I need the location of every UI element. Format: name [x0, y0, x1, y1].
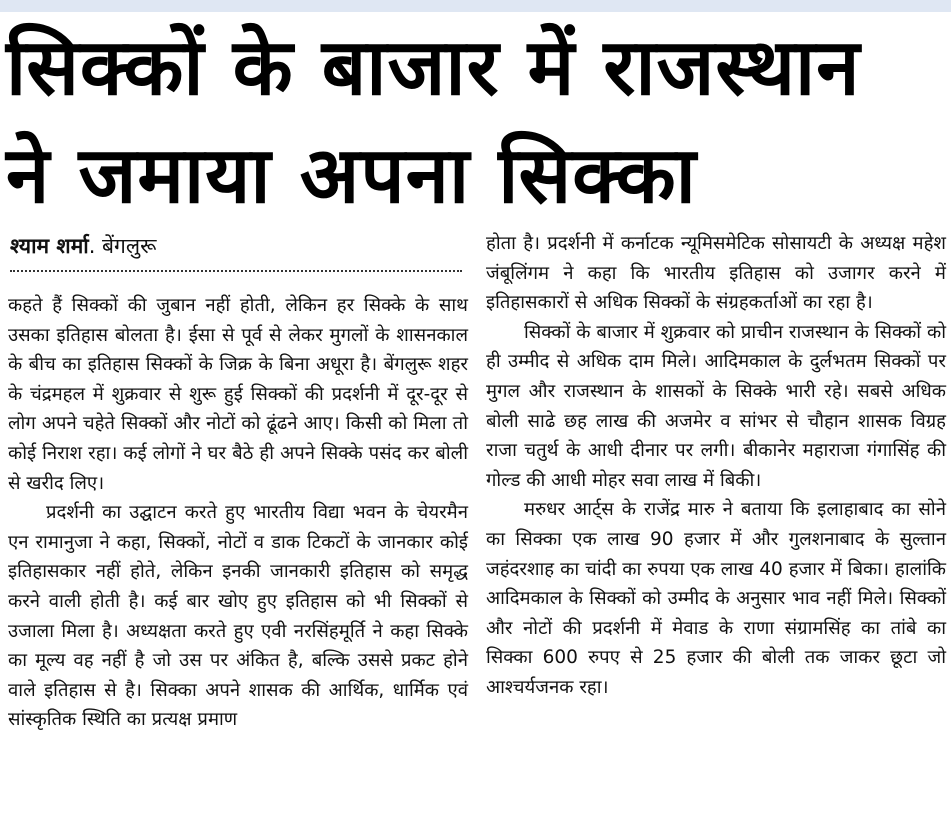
- byline-location: . बेंगलुरू: [88, 234, 157, 258]
- headline: [6, 14, 946, 230]
- byline-divider: [10, 270, 462, 272]
- paragraph: सिक्कों के बाजार में शुक्रवार को प्राचीन राजस्थान के सिक्कों को ही उम्मीद से अधिक दाम मिले। आदिमकाल के दुर्लभतम सिक्कों पर मुगल और राजस्थान के शासकों के सिक्के भारी रहे। सबसे अधिक बोली साढे छह लाख की अजमेर व सांभर से चौहान शासक विग्रह राजा चतुर्थ के आधी दीनार पर लगी। बीकानेर महाराजा गंगासिंह की गोल्ड की आधी मोहर सवा लाख में बिकी।: [486, 321, 946, 491]
- paragraph: प्रदर्शनी का उद्घाटन करते हुए भारतीय विद्या भवन के चेयरमैन एन रामानुजा ने कहा, सिक्कों, नोटों व डाक टिकटों के जानकार कोई इतिहासकार नहीं होते, लेकिन इनकी जानकारी इतिहास को समृद्ध करने वाली होती है। कई बार खोए हुए इतिहास को भी सिक्कों से उजाला मिला है। अध्यक्षता करते हुए एवी नरसिंहमूर्ति ने कहा सिक्के का मूल्य वह नहीं है जो उस पर अंकित है, बल्कि उससे प्रकट होने वाले इतिहास से है। सिक्का अपने शासक की आर्थिक, धार्मिक एवं सांस्कृतिक स्थिति का प्रत्यक्ष प्रमाण: [8, 502, 468, 731]
- paragraph: होता है। प्रदर्शनी में कर्नाटक न्यूमिसमेटिक सोसायटी के अध्यक्ष महेश जंबूलिंगम ने कहा कि भारतीय इतिहास को उजागर करने में इतिहासकारों से अधिक सिक्कों के संग्रहकर्ताओं का रहा है।: [486, 233, 946, 314]
- top-color-band: [0, 0, 951, 12]
- right-column: [486, 229, 946, 703]
- headline-line-1: सिक्कों के बाजार में राजस्थान: [6, 23, 861, 113]
- byline: [10, 232, 480, 260]
- paragraph: मरुधर आर्ट्स के राजेंद्र मारु ने बताया कि इलाहाबाद का सोने का सिक्का एक लाख 90 हजार में और गुलशनाबाद के सुल्तान जहंदरशाह का चांदी का रुपया एक लाख 40 हजार में बिका। हालांकि आदिमकाल के सिक्कों को उम्मीद के अनुसार भाव नहीं मिले। सिक्कों और नोटों की प्रदर्शनी में मेवाड के राणा संग्रामसिंह का तांबे का सिक्का 600 रुपए से 25 हजार की बोली तक जाकर छूटा जो आश्चर्यजनक रहा।: [486, 499, 946, 698]
- left-column: [8, 291, 468, 735]
- paragraph: कहते हैं सिक्कों की जुबान नहीं होती, लेकिन हर सिक्के के साथ उसका इतिहास बोलता है। ईसा से पूर्व से लेकर मुगलों के शासनकाल के बीच का इतिहास सिक्कों के जिक्र के बिना अधूरा है। बेंगलुरू शहर के चंद्रमहल में शुक्रवार से शुरू हुई सिक्कों की प्रदर्शनी में दूर-दूर से लोग अपने चहेते सिक्कों और नोटों को ढूंढने आए। किसी को मिला तो कोई निराश रहा। कई लोगों ने घर बैठे ही अपने सिक्के पसंद कर बोली से खरीद लिए।: [8, 295, 468, 494]
- headline-line-2: ने जमाया अपना सिक्का: [6, 131, 697, 221]
- byline-author: श्याम शर्मा: [10, 234, 89, 258]
